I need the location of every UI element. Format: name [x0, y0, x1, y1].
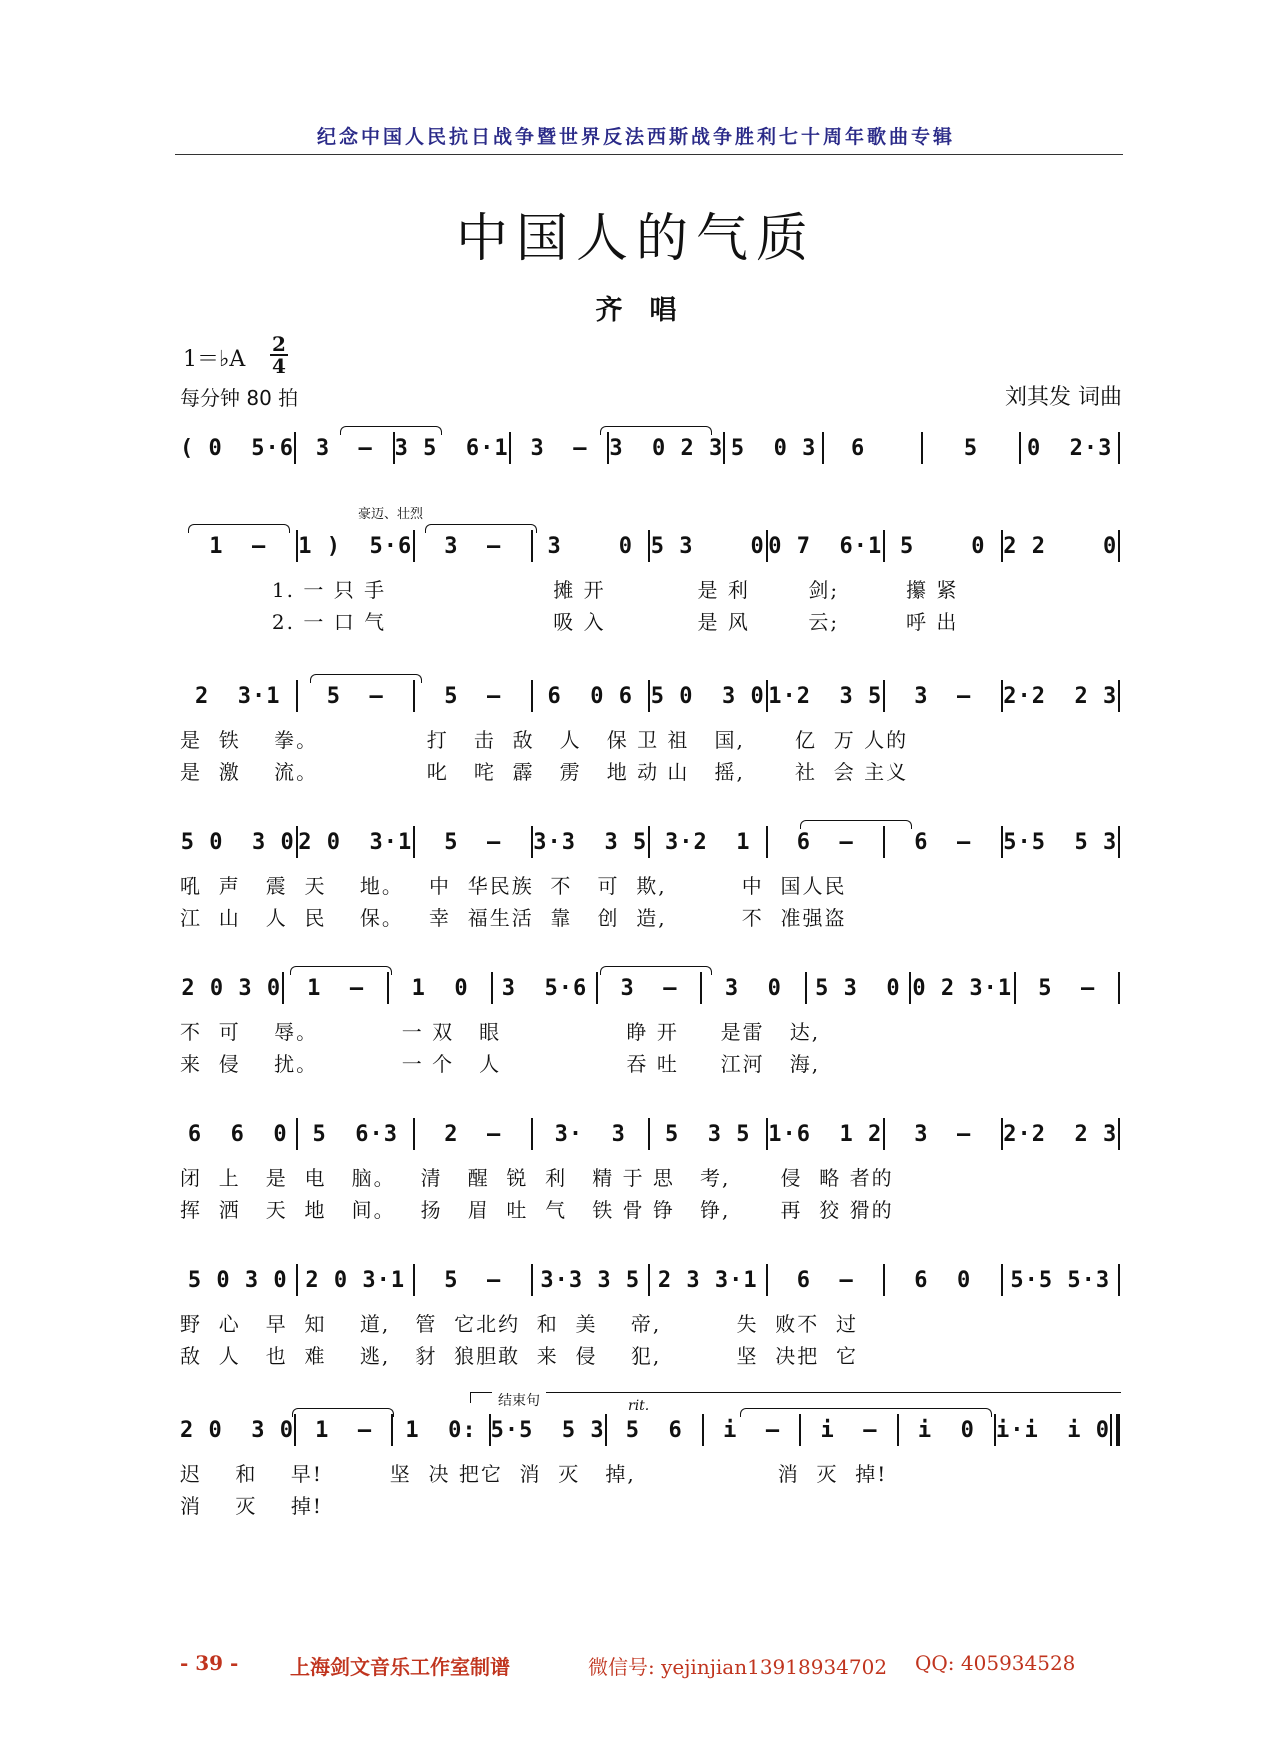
lyric-line-1: 不 可 辱。 一 双 眼 睁 开 是雷 达, — [180, 1020, 821, 1044]
lyric-line-1: 闭 上 是 电 脑。 清 醒 锐 利 精 于 思 考, 侵 略 者的 — [180, 1166, 894, 1190]
ending-bracket — [470, 1392, 1121, 1403]
tie-mark — [290, 966, 392, 975]
tie-mark — [188, 524, 290, 533]
tie-mark — [292, 1408, 394, 1417]
page-number: - 39 - — [180, 1651, 239, 1675]
barline — [1118, 530, 1120, 562]
measure: 5·5 5 3 — [1003, 829, 1118, 855]
measure: 5·5 5 3 — [490, 1417, 605, 1443]
lyric-line-1: 迟 和 早! 坚 决 把它 消 灭 掉, 消 灭 掉! — [180, 1462, 888, 1486]
measure: 2 0 3 0 — [180, 1417, 294, 1443]
measure: 2 – — [444, 1121, 502, 1147]
measure: 5 – — [444, 683, 502, 709]
lyric-line-2: 挥 洒 天 地 间。 扬 眉 吐 气 铁 骨 铮 铮, 再 狡 猾的 — [180, 1198, 894, 1222]
lyric-line-2: 敌 人 也 难 逃, 豺 狼胆敢 来 侵 犯, 坚 决把 它 — [180, 1344, 858, 1368]
measure: 3·3 3 5 — [540, 1267, 641, 1293]
measure: 6 0 6 — [547, 683, 633, 709]
measure: 5 3 5 — [665, 1121, 751, 1147]
notes-row — [180, 822, 1120, 862]
studio-credit: 上海剑文音乐工作室制谱 — [290, 1655, 510, 1679]
barline — [1118, 680, 1120, 712]
time-numerator: 2 — [270, 334, 288, 356]
measure: 0 2·3 — [1026, 435, 1113, 461]
measure: i – — [820, 1417, 878, 1443]
notes-row — [180, 1114, 1120, 1154]
measure: 5 0 3 0 — [187, 1267, 288, 1293]
measure: 1 0: — [405, 1417, 477, 1443]
barline — [1118, 826, 1120, 858]
measure: i – — [723, 1417, 781, 1443]
header-divider — [175, 154, 1123, 155]
measure: 1·6 1 2 — [768, 1121, 883, 1147]
measure: 5 — [963, 435, 979, 461]
performance-style: 齐 唱 — [595, 295, 677, 326]
measure: 5 3 0 — [650, 533, 765, 559]
measure: i·i i 0 — [996, 1417, 1110, 1443]
measure: 3 – — [620, 975, 678, 1001]
barline — [1118, 1118, 1120, 1150]
barline — [1118, 432, 1120, 464]
measure: 5 – — [326, 683, 384, 709]
ritardando-marking: rit. — [628, 1398, 650, 1414]
lyric-line-1: 1. 一 只 手 摊 开 是 利 剑; 攥 紧 — [180, 578, 959, 602]
barline — [1118, 972, 1120, 1004]
measure: 3 0 2 3 — [609, 435, 724, 461]
measure: 5 0 3 — [730, 435, 817, 461]
final-barline — [1110, 1414, 1120, 1446]
measure: 3 5·6 — [501, 975, 588, 1001]
measure: 1 0 — [411, 975, 469, 1001]
measure: 6 – — [796, 1267, 854, 1293]
time-signature — [270, 334, 288, 376]
qq-contact: QQ: 405934528 — [915, 1651, 1076, 1675]
measure: 5·5 5·3 — [1010, 1267, 1111, 1293]
measure: 5 3 0 — [815, 975, 901, 1001]
measure: 1 – — [307, 975, 365, 1001]
lyric-line-2: 消 灭 掉! — [180, 1494, 323, 1518]
lyric-line-1: 是 铁 拳。 打 击 敌 人 保 卫 祖 国, 亿 万 人的 — [180, 728, 909, 752]
tie-mark — [425, 524, 537, 533]
key-prefix: 1＝ — [183, 347, 219, 372]
measure: 2·2 2 3 — [1003, 1121, 1118, 1147]
notes-row — [180, 526, 1120, 566]
measure: 2 0 3 0 — [181, 975, 282, 1001]
measure: 6 0 — [914, 1267, 972, 1293]
wechat-contact: 微信号: yejinjian13918934702 — [588, 1655, 888, 1679]
time-denominator: 4 — [272, 354, 286, 378]
measure: 1·2 3 5 — [768, 683, 883, 709]
measure: 2 0 3·1 — [305, 1267, 406, 1293]
tie-mark — [600, 426, 712, 435]
measure: 3 – — [444, 533, 502, 559]
measure: 5 – — [444, 1267, 502, 1293]
lyric-line-2: 是 激 流。 叱 咤 霹 雳 地 动 山 摇, 社 会 主义 — [180, 760, 909, 784]
tie-mark — [340, 426, 442, 435]
measure: 3 – — [914, 1121, 972, 1147]
measure: 3·2 1 — [665, 829, 751, 855]
measure: 1 – — [209, 533, 267, 559]
lyric-line-1: 吼 声 震 天 地。 中 华民族 不 可 欺, 中 国人民 — [180, 874, 847, 898]
measure: 3 5 6·1 — [394, 435, 509, 461]
measure: 5 6·3 — [312, 1121, 398, 1147]
tie-mark — [310, 674, 422, 683]
measure: 3 – — [530, 435, 588, 461]
measure: 2 0 3·1 — [298, 829, 413, 855]
measure: 1 ) 5·6 — [298, 533, 413, 559]
measure: 5 0 3 0 — [650, 683, 765, 709]
measure: 2 3·1 — [195, 683, 281, 709]
tempo-marking: 每分钟 80 拍 — [180, 386, 299, 410]
measure: 2·2 2 3 — [1003, 683, 1118, 709]
measure: 5 – — [1038, 975, 1096, 1001]
measure: 0 2 3·1 — [912, 975, 1013, 1001]
measure: 3 – — [315, 435, 373, 461]
measure: 5 6 — [625, 1417, 683, 1443]
measure: 5 0 3 0 — [180, 829, 295, 855]
measure: 6 – — [796, 829, 854, 855]
measure: 3 0 — [724, 975, 782, 1001]
ending-label: 结束句 — [492, 1390, 546, 1410]
measure: i 0 — [917, 1417, 975, 1443]
composer-credit: 刘其发 词曲 — [1005, 385, 1122, 410]
lyric-line-1: 野 心 早 知 道, 管 它北约 和 美 帝, 失 败不 过 — [180, 1312, 858, 1336]
measure: 2 3 3·1 — [657, 1267, 758, 1293]
barline — [1118, 1264, 1120, 1296]
lyric-line-2: 2. 一 口 气 吸 入 是 风 云; 呼 出 — [180, 610, 959, 634]
measure: 0 7 6·1 — [768, 533, 883, 559]
measure: 3 – — [914, 683, 972, 709]
expression-marking: 豪迈、壮烈 — [358, 507, 424, 522]
measure: 3·3 3 5 — [533, 829, 648, 855]
measure: 1 – — [315, 1417, 373, 1443]
notes-row — [180, 1260, 1120, 1300]
key-name: ♭A — [219, 347, 246, 372]
tie-mark — [600, 966, 712, 975]
tie-mark — [740, 1408, 992, 1417]
measure: 5 – — [444, 829, 502, 855]
lyric-line-2: 来 侵 扰。 一 个 人 吞 吐 江河 海, — [180, 1052, 821, 1076]
measure: 5 0 — [900, 533, 986, 559]
song-title: 中国人的气质 — [455, 209, 816, 269]
measure: 2 2 0 — [1003, 533, 1118, 559]
key-signature — [183, 342, 245, 373]
measure: 6 6 0 — [187, 1121, 288, 1147]
album-title: 纪念中国人民抗日战争暨世界反法西斯战争胜利七十周年歌曲专辑 — [316, 126, 955, 148]
measure: 6 – — [914, 829, 972, 855]
measure: 3 0 — [547, 533, 633, 559]
measure: ( 0 5·6 — [180, 435, 294, 461]
tie-mark — [800, 820, 912, 829]
measure: 3· 3 — [554, 1121, 626, 1147]
measure: 6 — [850, 435, 894, 461]
lyric-line-2: 江 山 人 民 保。 幸 福生活 靠 创 造, 不 准强盗 — [180, 906, 847, 930]
